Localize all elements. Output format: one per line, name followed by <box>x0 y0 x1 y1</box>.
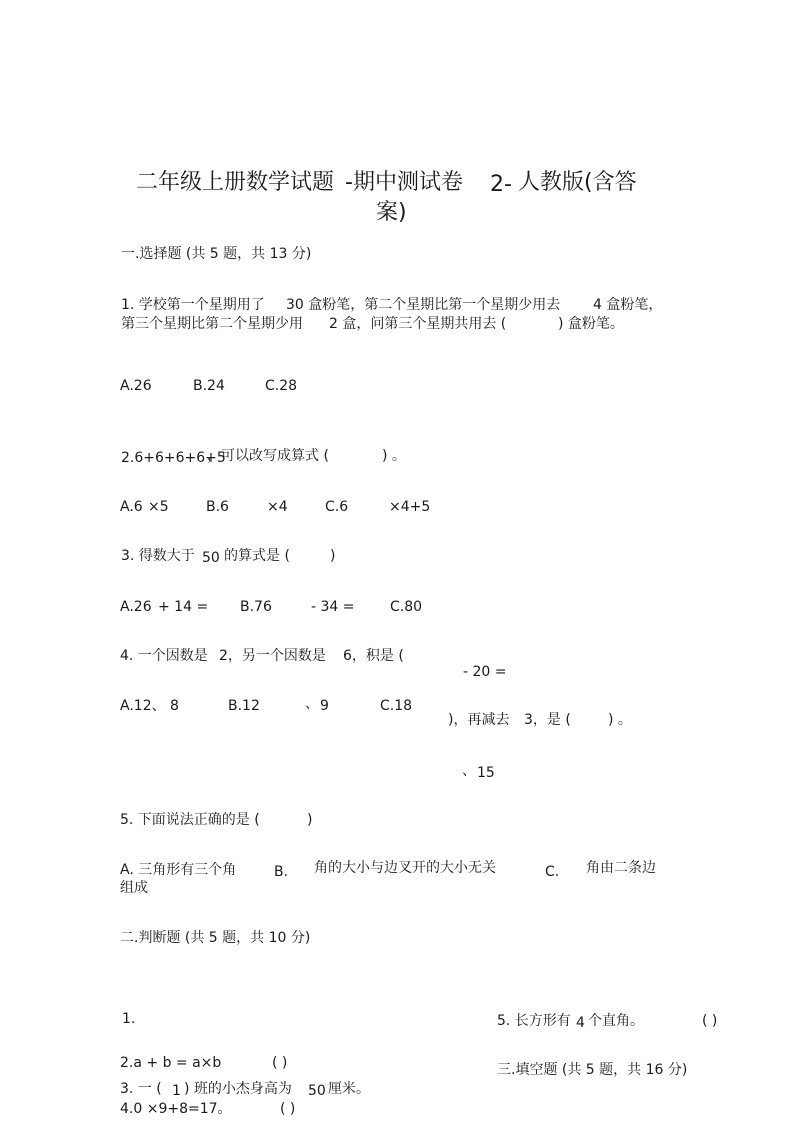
q3-option-a: A.26 <box>120 599 152 615</box>
q3-text: 3. 得数大于 <box>121 548 195 564</box>
judgement-q3: 1 <box>172 1083 181 1099</box>
q1-option-c: C.28 <box>265 378 298 394</box>
page-title-part-1: 二年级上册数学试题 <box>136 170 335 195</box>
q3-option-c: C.80 <box>390 599 423 615</box>
q5-option-b: B. <box>274 864 289 880</box>
judgement-q5: 5. 长方形有 <box>497 1013 571 1029</box>
q4-option-b: 9 <box>320 698 329 714</box>
judgement-q5: 个直角。 <box>588 1013 644 1029</box>
q1-text: 30 盒粉笔，第二个星期比第一个星期少用去 <box>286 297 561 313</box>
q3-text: 的算式是 ( <box>224 548 290 564</box>
q4-option-c: 15 <box>477 765 495 781</box>
q5-option-c: C. <box>545 864 560 880</box>
q4-text: ) 。 <box>608 712 632 728</box>
section-heading-choice: 一.选择题 (共 5 题，共 13 分) <box>121 246 312 262</box>
q2-option-a: A.6 <box>120 499 143 515</box>
q1-text: 第三个星期比第二个星期少用 <box>121 316 303 332</box>
page-title-part-2: -期中测试卷 <box>345 170 463 195</box>
q3-text: ) <box>330 548 336 564</box>
section-heading-judgement: 二.判断题 (共 5 题，共 10 分) <box>120 930 311 946</box>
q4-text: 4. 一个因数是 <box>120 648 208 664</box>
q5-option-a: A. 三角形有三个角 <box>120 862 237 878</box>
page-title-part-3: 2- <box>490 172 512 197</box>
q4-option-a: A.12、 <box>120 698 166 714</box>
q1-option-b: B.24 <box>193 378 225 394</box>
judgement-q4: 4.0 ×9+8=17。 <box>120 1101 232 1117</box>
q5-option-c: 组成 <box>120 880 148 896</box>
q4-option-c: C.18 <box>380 698 413 714</box>
q4-text: )，再减去 <box>448 712 510 728</box>
q4-option-a: 8 <box>170 698 179 714</box>
judgement-q5: ( ) <box>702 1013 718 1029</box>
q1-text: 4 盒粉笔， <box>593 297 663 313</box>
judgement-q4: ( ) <box>280 1101 296 1117</box>
q1-text: 2 盒，问第三个星期共用去 ( <box>329 316 507 332</box>
judgement-q5: 4 <box>576 1015 585 1031</box>
q3-option-c: - 20 = <box>463 664 507 680</box>
judgement-q2: 2.a + b = a×b <box>120 1055 222 1071</box>
judgement-q3: ) 班的小杰身高为 <box>184 1081 292 1097</box>
q3-text: 50 <box>202 550 220 566</box>
q3-option-b: B.76 <box>240 599 272 615</box>
q2-text: ，可以改写成算式 ( <box>207 448 329 464</box>
q4-text: 6，积是 ( <box>343 648 404 664</box>
judgement-q3: 3. 一 ( <box>120 1081 162 1097</box>
q4-option-c: 、 <box>462 763 476 779</box>
q3-option-a: + 14 = <box>158 599 209 615</box>
section-heading-fill-in: 三.填空题 (共 5 题，共 16 分) <box>497 1062 688 1078</box>
page-title-line-2: 案) <box>376 200 407 225</box>
q1-option-a: A.26 <box>120 378 152 394</box>
q5-option-c: 角由二条边 <box>586 860 656 876</box>
q1-text: 1. 学校第一个星期用了 <box>121 297 265 313</box>
q4-text: 2，另一个因数是 <box>219 648 326 664</box>
judgement-q3: 50 <box>308 1083 326 1099</box>
q2-option-c: C.6 <box>325 499 349 515</box>
q2-option-b: B.6 <box>206 499 229 515</box>
q4-option-b: 、 <box>305 696 319 712</box>
q1-text: ) 盒粉笔。 <box>558 316 624 332</box>
q4-text: 3，是 ( <box>524 712 571 728</box>
q2-option-b: ×4 <box>267 499 288 515</box>
judgement-q2: ( ) <box>272 1055 288 1071</box>
q4-option-b: B.12 <box>228 698 260 714</box>
q5-text: ) <box>307 812 313 828</box>
judgement-q3: 厘米。 <box>328 1081 370 1097</box>
q2-text: 2.6+6+6+6+5 <box>121 450 226 466</box>
q3-option-b: - 34 = <box>311 599 355 615</box>
q5-option-b: 角的大小与边叉开的大小无关 <box>314 860 496 876</box>
page-title-part-4: 人教版(含答 <box>518 170 637 195</box>
q2-option-a: ×5 <box>148 499 169 515</box>
q2-text: ) 。 <box>382 448 406 464</box>
q5-text: 5. 下面说法正确的是 ( <box>120 812 260 828</box>
q2-option-c: ×4+5 <box>389 499 431 515</box>
judgement-q1: 1. <box>122 1011 136 1027</box>
